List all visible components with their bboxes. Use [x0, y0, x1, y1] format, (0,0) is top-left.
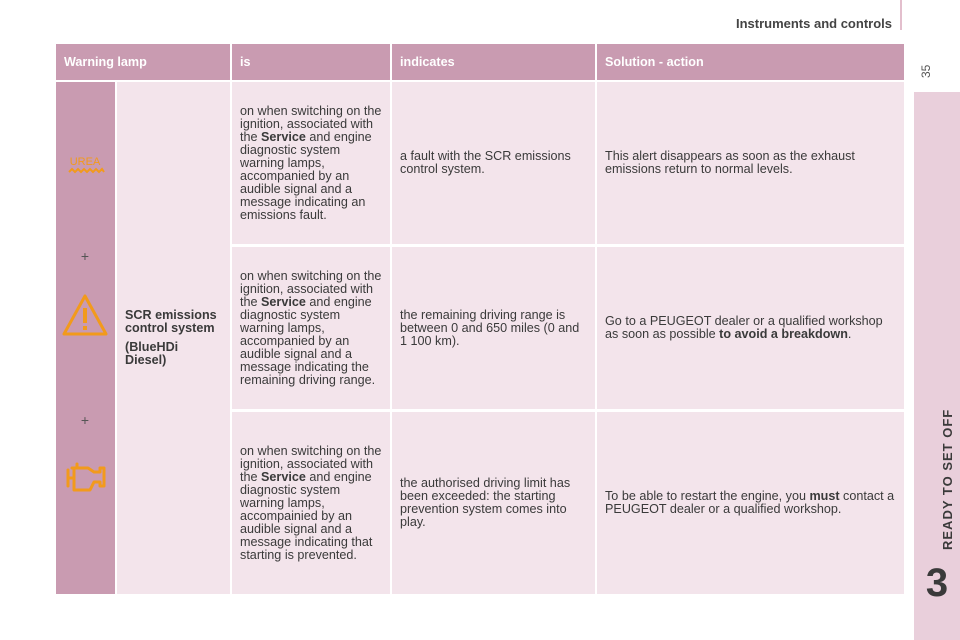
solution-cell: This alert disappears as soon as the exhaust emissions return to normal levels.: [596, 82, 904, 246]
header-solution: Solution - action: [596, 44, 904, 80]
is-cell: on when switching on the ignition, associated with the Service and engine diagnostic system warning lamps, accompainied by an audible signal and a message indicating that starting is prevented.: [231, 411, 391, 596]
table-header-row: [56, 44, 904, 80]
page-number: 35: [919, 64, 933, 78]
plus-sign: +: [80, 412, 90, 428]
indicates-cell: the remaining driving range is between 0 and 650 miles (0 and 1 100 km).: [391, 246, 596, 411]
lamp-icons-cell: [56, 82, 116, 596]
plus-sign: +: [80, 248, 90, 264]
chapter-side-panel: [914, 92, 960, 640]
lamp-subtitle: (BlueHDi Diesel): [125, 340, 179, 367]
chapter-number: 3: [925, 561, 949, 605]
header-warning-lamp: Warning lamp: [56, 44, 231, 80]
page-header: Instruments and controls: [735, 16, 892, 31]
urea-icon-label: UREA: [69, 156, 101, 168]
indicates-cell: a fault with the SCR emissions control system.: [391, 82, 596, 246]
warning-triangle-icon: [56, 292, 114, 338]
chapter-title: READY TO SET OFF: [940, 408, 955, 550]
header-is: is: [231, 44, 391, 80]
is-cell: on when switching on the ignition, associated with the Service and engine diagnostic system warning lamps, accompanied by an audible signal and a message indicating the remaining driving range.: [231, 246, 391, 411]
header-rule: [900, 0, 902, 30]
engine-check-icon: [56, 456, 114, 496]
solution-cell: To be able to restart the engine, you must contact a PEUGEOT dealer or a qualified workshop.: [596, 411, 904, 596]
is-cell: on when switching on the ignition, associated with the Service and engine diagnostic system warning lamps, accompanied by an audible signal and a message indicating an emissions fault.: [231, 82, 391, 246]
table-row: [56, 82, 904, 246]
lamp-name-cell: [116, 82, 231, 596]
lamp-name: SCR emissions control system: [125, 308, 217, 335]
solution-cell: Go to a PEUGEOT dealer or a qualified workshop as soon as possible to avoid a breakdown.: [596, 246, 904, 411]
urea-warning-icon: [56, 154, 114, 178]
indicates-cell: the authorised driving limit has been exceeded: the starting prevention system comes into play.: [391, 411, 596, 596]
header-indicates: indicates: [391, 44, 596, 80]
warning-lamp-table: [56, 44, 904, 597]
